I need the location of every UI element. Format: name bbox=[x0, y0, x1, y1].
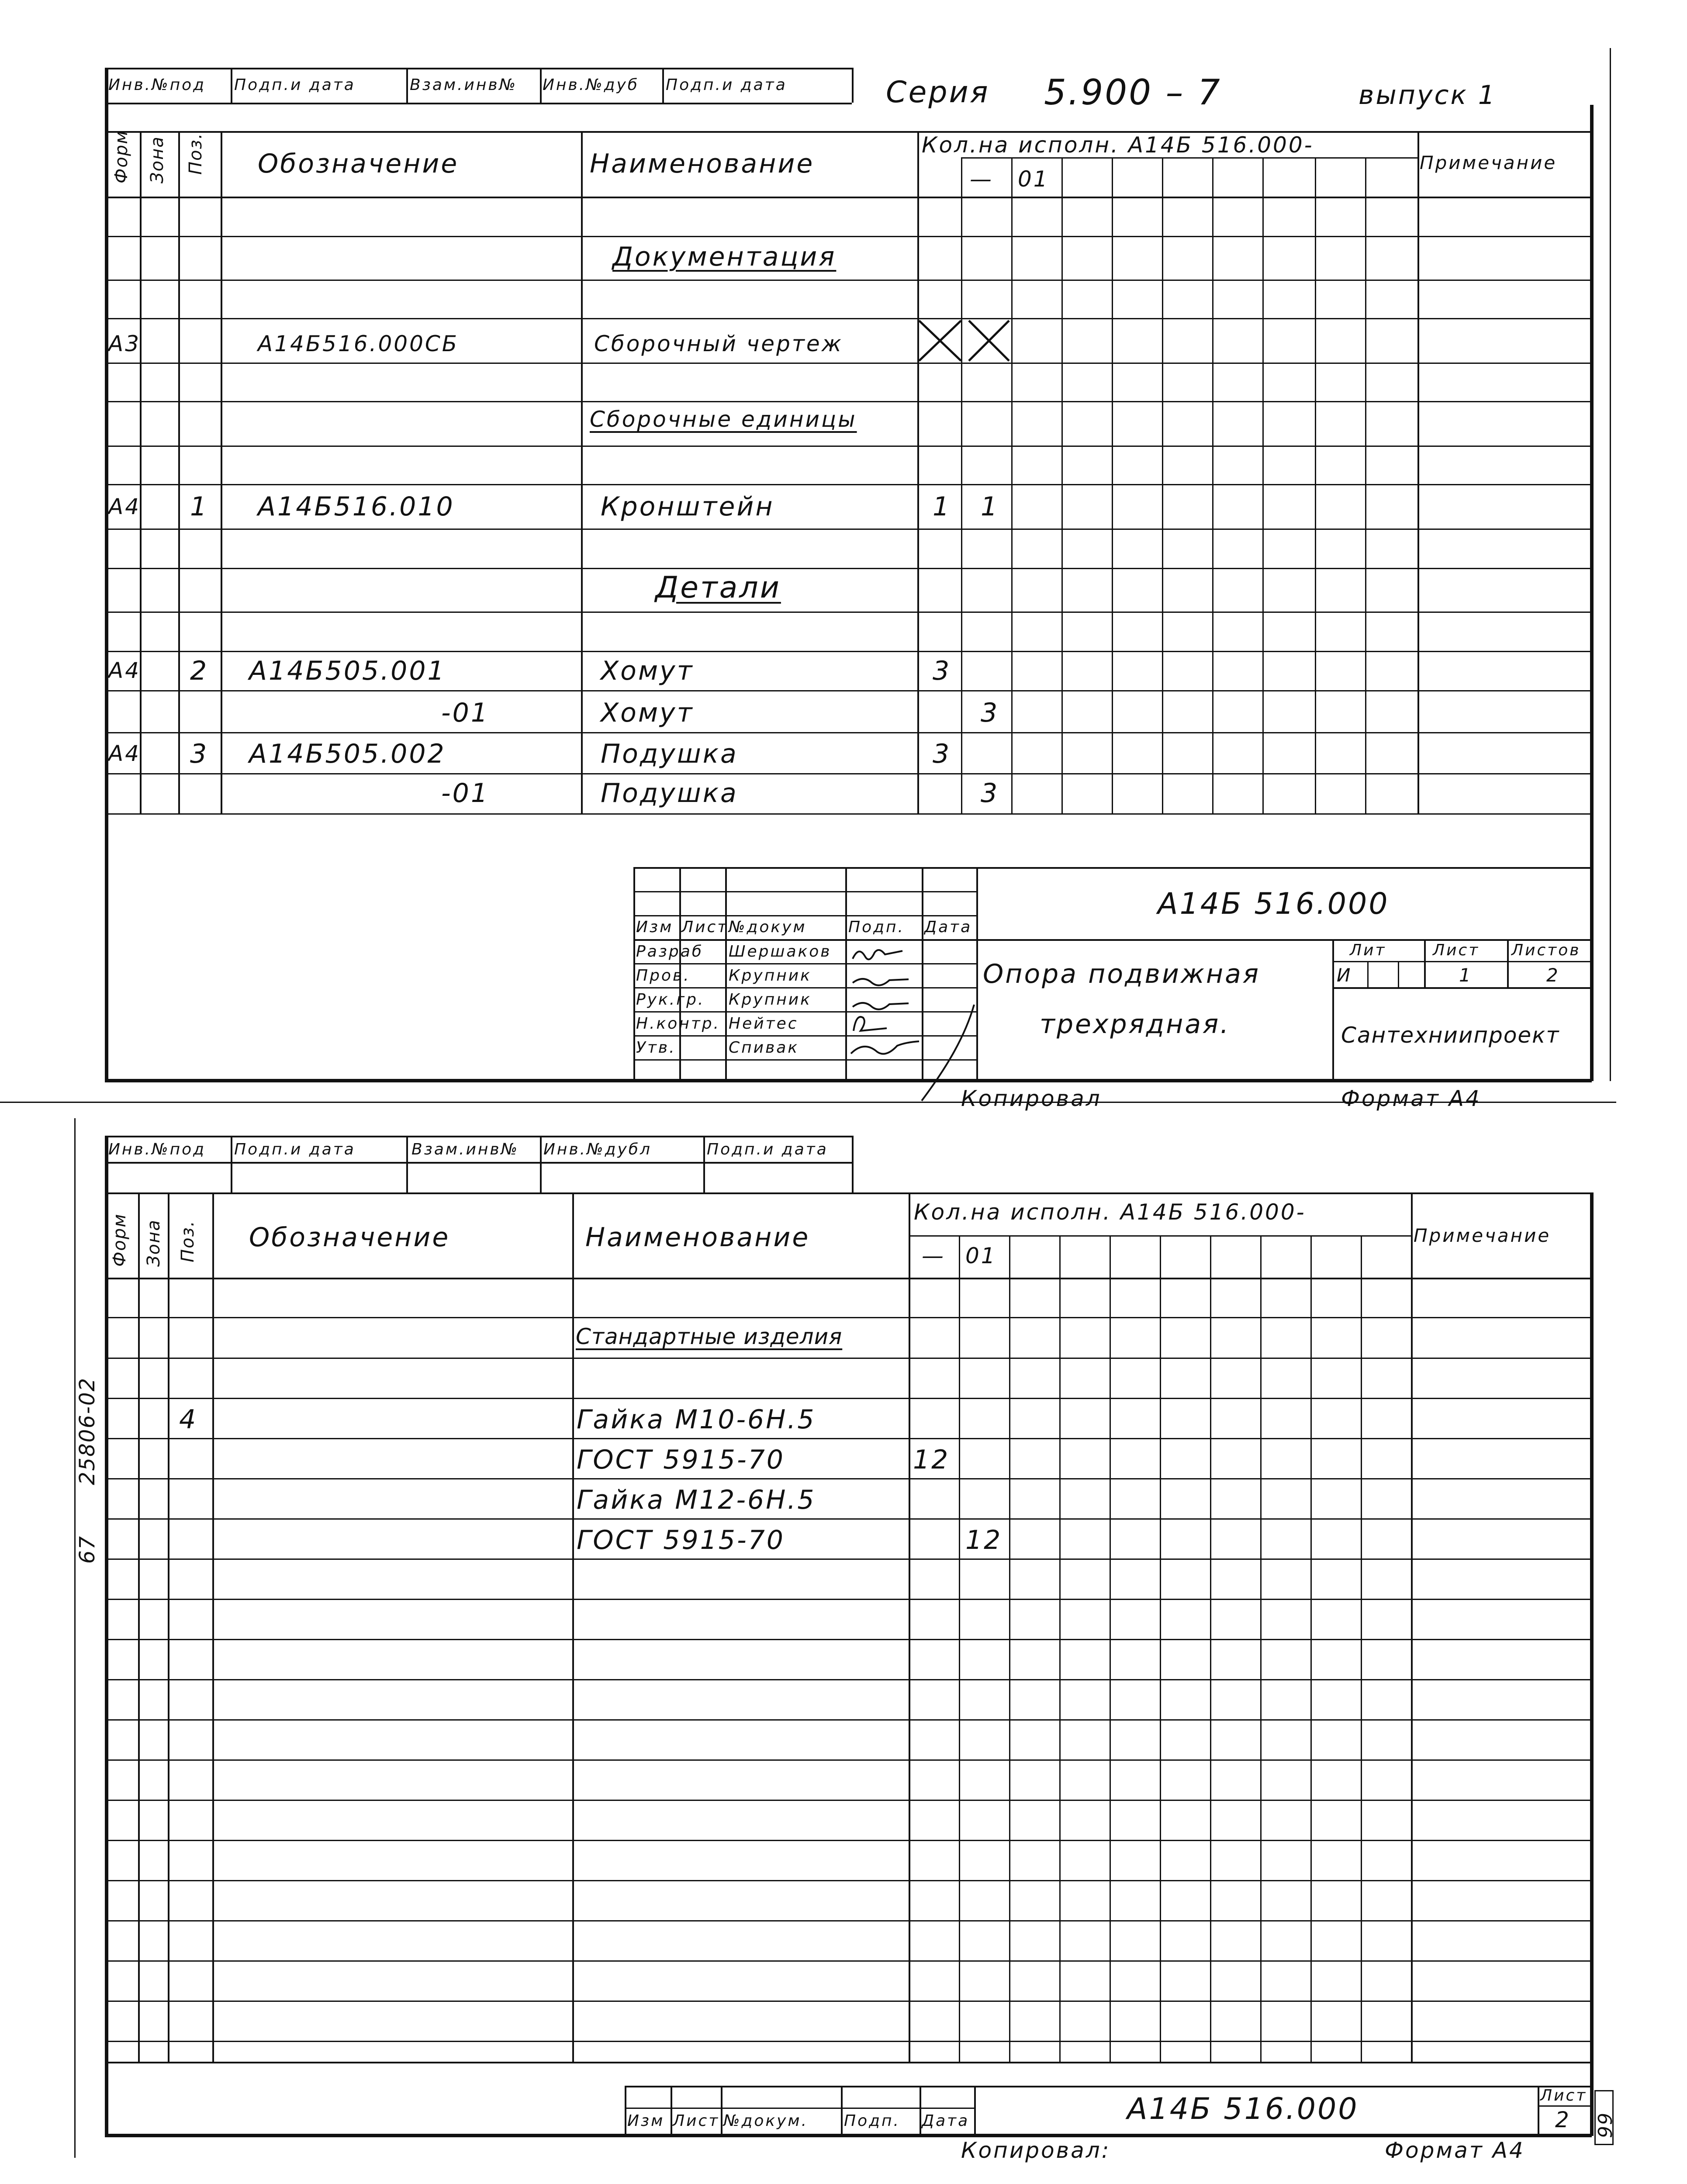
sheets-label: Листов bbox=[1511, 941, 1581, 959]
tb-role: Утв. bbox=[636, 1039, 676, 1057]
tb-hdr: Изм bbox=[636, 918, 674, 936]
col-qty-main: — bbox=[922, 1243, 945, 1268]
tb-hdr: Изм bbox=[627, 2112, 665, 2130]
row-name: Хомут bbox=[601, 656, 694, 686]
stamp-cell: Инв.№дубл bbox=[543, 1140, 652, 1158]
row-qty: 3 bbox=[933, 739, 951, 769]
sheet-value: 2 bbox=[1555, 2107, 1571, 2132]
tb-hdr: Дата bbox=[924, 918, 972, 936]
col-designation: Обозначение bbox=[249, 1222, 450, 1253]
copied-label: Копировал bbox=[961, 1086, 1102, 1111]
tb-hdr: Лист bbox=[681, 918, 729, 936]
col-name: Наименование bbox=[585, 1222, 810, 1253]
tb-person: Нейтес bbox=[729, 1015, 799, 1033]
col-format: Форм bbox=[111, 130, 131, 183]
row-qty: 12 bbox=[913, 1444, 950, 1475]
stamp-cell: Подп.и дата bbox=[234, 1140, 356, 1158]
row-pos: 4 bbox=[179, 1404, 198, 1435]
lit-label: Лит bbox=[1350, 941, 1386, 959]
section-details: Детали bbox=[655, 570, 781, 605]
col-note: Примечание bbox=[1420, 152, 1557, 173]
tb-hdr: Лист bbox=[673, 2112, 720, 2130]
col-pos: Поз. bbox=[186, 132, 206, 175]
tb-hdr: Подп. bbox=[848, 918, 905, 936]
col-format: Форм bbox=[110, 1213, 130, 1267]
col-name: Наименование bbox=[590, 149, 815, 179]
row-designation: А14Б516.000СБ bbox=[258, 331, 459, 356]
series-number: 5.900 – 7 bbox=[1044, 72, 1222, 113]
col-qty-main: — bbox=[970, 166, 993, 192]
col-note: Примечание bbox=[1414, 1225, 1551, 1246]
section-standard-items: Стандартные изделия bbox=[576, 1324, 843, 1349]
cross-mark-icon bbox=[917, 319, 1011, 363]
row-name: ГОСТ 5915-70 bbox=[577, 1525, 785, 1555]
col-qty-01: 01 bbox=[965, 1243, 997, 1268]
row-pos: 2 bbox=[190, 656, 209, 686]
row-format: А4 bbox=[108, 658, 141, 683]
row-name: ГОСТ 5915-70 bbox=[577, 1444, 785, 1475]
stamp-cell: Инв.№дуб bbox=[543, 76, 639, 94]
row-name: Сборочный чертеж bbox=[594, 331, 843, 356]
tb-role: Пров. bbox=[636, 967, 691, 985]
copied-label: Копировал: bbox=[961, 2138, 1111, 2163]
format-label: Формат А4 bbox=[1385, 2138, 1525, 2163]
margin-code: 25806-02 bbox=[75, 1377, 100, 1485]
col-zone: Зона bbox=[147, 136, 167, 183]
tb-person: Шершаков bbox=[729, 943, 832, 961]
row-format: А4 bbox=[108, 741, 141, 766]
stamp-cell: Взам.инв№ bbox=[410, 76, 518, 94]
row-format: А4 bbox=[108, 494, 141, 519]
row-designation: А14Б505.001 bbox=[249, 656, 446, 686]
doc-title-line2: трехрядная. bbox=[1040, 1009, 1231, 1040]
doc-number: А14Б 516.000 bbox=[1158, 887, 1390, 921]
col-qty: Кол.на исполн. А14Б 516.000- bbox=[914, 1199, 1306, 1225]
row-designation: -01 bbox=[441, 778, 489, 809]
stamp-cell: Инв.№под bbox=[108, 1140, 206, 1158]
row-name: Хомут bbox=[601, 698, 694, 728]
page-number: 99 bbox=[1594, 2112, 1617, 2138]
stamp-cell: Подп.и дата bbox=[707, 1140, 828, 1158]
doc-number: А14Б 516.000 bbox=[1127, 2092, 1359, 2126]
tb-role: Рук.гр. bbox=[636, 991, 705, 1009]
tb-hdr: №докум bbox=[729, 918, 807, 936]
row-qty: 3 bbox=[981, 698, 999, 728]
row-format: А3 bbox=[108, 331, 141, 356]
row-qty: 3 bbox=[933, 656, 951, 686]
tb-hdr: Дата bbox=[922, 2112, 970, 2130]
stamp-cell: Взам.инв№ bbox=[411, 1140, 519, 1158]
col-designation: Обозначение bbox=[258, 149, 459, 179]
tb-hdr: Подп. bbox=[844, 2112, 900, 2130]
row-name: Кронштейн bbox=[601, 491, 774, 522]
tb-role: Н.контр. bbox=[636, 1015, 721, 1033]
col-qty: Кол.на исполн. А14Б 516.000- bbox=[922, 132, 1314, 158]
section-documentation: Документация bbox=[612, 242, 837, 272]
doc-title-line1: Опора подвижная bbox=[983, 959, 1261, 989]
row-qty: 12 bbox=[965, 1525, 1003, 1555]
tb-role: Разраб bbox=[636, 943, 704, 961]
organization: Сантехниипроект bbox=[1341, 1023, 1560, 1048]
row-designation: А14Б516.010 bbox=[258, 491, 455, 522]
tb-person: Крупник bbox=[729, 991, 812, 1009]
format-label: Формат А4 bbox=[1341, 1086, 1481, 1111]
row-designation: -01 bbox=[441, 698, 489, 728]
section-assembly-units: Сборочные единицы bbox=[590, 407, 857, 432]
series-label: Серия bbox=[886, 75, 990, 110]
row-qty: 1 bbox=[933, 491, 951, 522]
stamp-cell: Подп.и дата bbox=[234, 76, 356, 94]
series-issue: выпуск 1 bbox=[1359, 80, 1497, 111]
row-name: Подушка bbox=[601, 739, 738, 769]
row-name: Гайка М12-6Н.5 bbox=[577, 1485, 816, 1515]
row-name: Подушка bbox=[601, 778, 738, 809]
row-qty: 1 bbox=[981, 491, 999, 522]
tb-hdr: №докум. bbox=[723, 2112, 809, 2130]
tb-person: Спивак bbox=[729, 1039, 799, 1057]
sheet-divider bbox=[0, 1102, 1616, 1103]
row-pos: 1 bbox=[190, 491, 209, 522]
col-zone: Зона bbox=[144, 1219, 164, 1267]
stamp-cell: Подп.и дата bbox=[666, 76, 787, 94]
row-name: Гайка М10-6Н.5 bbox=[577, 1404, 816, 1435]
lit-value: И bbox=[1337, 964, 1352, 986]
margin-number: 67 bbox=[75, 1535, 100, 1564]
sheets-value: 2 bbox=[1546, 964, 1560, 986]
sheet-value: 1 bbox=[1459, 964, 1473, 986]
col-pos: Поз. bbox=[178, 1220, 198, 1262]
sheet-label: Лист bbox=[1540, 2087, 1587, 2105]
row-pos: 3 bbox=[190, 739, 209, 769]
tb-person: Крупник bbox=[729, 967, 812, 985]
row-designation: А14Б505.002 bbox=[249, 739, 446, 769]
row-qty: 3 bbox=[981, 778, 999, 809]
sheet-label: Лист bbox=[1433, 941, 1480, 959]
col-qty-01: 01 bbox=[1018, 166, 1049, 192]
stamp-cell: Инв.№под bbox=[108, 76, 206, 94]
